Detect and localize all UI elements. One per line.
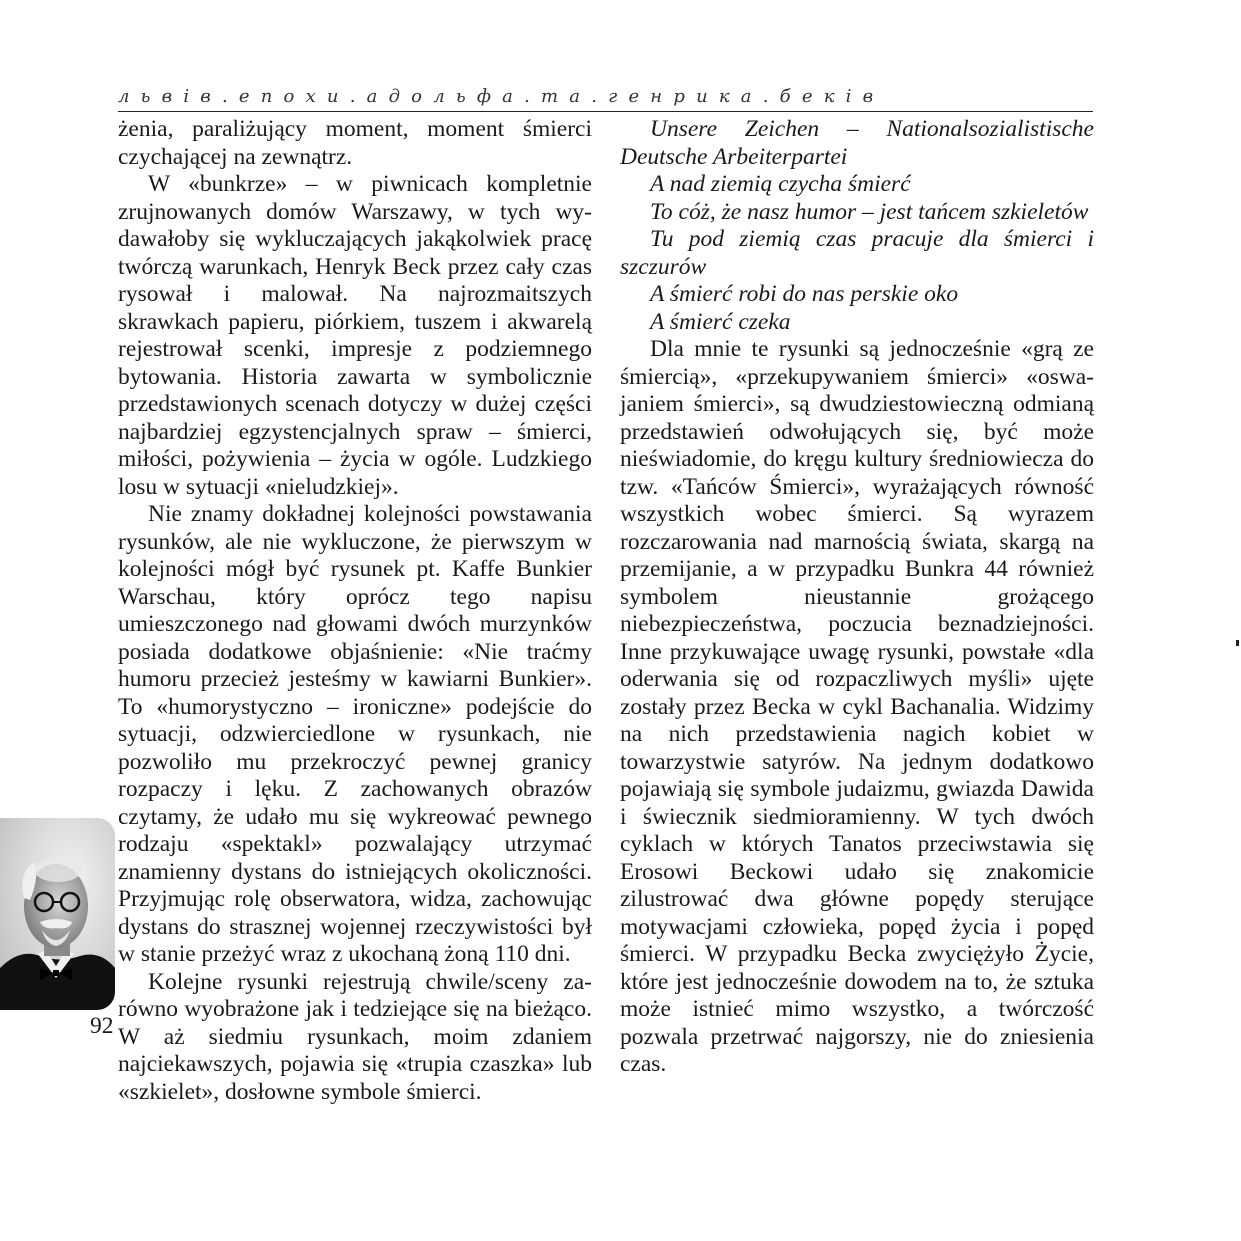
running-header: львів.епохи.адольфа.та.генрика.беків [118, 86, 885, 107]
header-rule [118, 111, 1093, 112]
page-number: 92 [90, 1013, 114, 1039]
poem-line: Unsere Zeichen – Nationalsozialistische Deutsche Arbeiterpartei [620, 116, 1094, 170]
poem-line: A śmierć czeka [650, 308, 791, 335]
right-column [620, 116, 1094, 1079]
portrait-photo [0, 818, 115, 1010]
paragraph: żenia, paraliżujący moment, moment śmierci czychającej na zewnątrz. [118, 116, 592, 170]
paragraph: Kolejne rysunki rejestrują chwile/sceny zarówno wyobrażone jak i tedziejące się na bieżąco. W aż siedmiu rysunkach, moim zdaniem najciekawszych, pojawia się «trupia czaszka» lub «szkielet», dosłowne symbole śmierci. [118, 968, 592, 1105]
poem-line: To cóż, że nasz humor – jest tańcem szkieletów [650, 198, 1089, 225]
paragraph: W «bunkrze» – w piwnicach kompletnie zrujnowanych domów Warszawy, w tych wydawałoby się wykluczających jakąkolwiek pracę twórczą warunkach, Henryk Beck przez cały czas rysował i malował. Na najrozmaitszych skrawkach papieru, piórkiem, tuszem i akwarelą rejestrował scenki, impresje z podziemnego bytowania. Historia zawarta w symbolicznie przedstawionych scenach dotyczy w dużej części najbardziej egzystencjalnych spraw – śmierci, miłości, pożywienia – życia w ogóle. Ludzkiego losu w sytuacji «nieludzkiej». [118, 171, 592, 500]
poem-quote [620, 116, 1094, 336]
poem-line: Tu pod ziemią czas pracuje dla śmierci i szczurów [620, 226, 1094, 280]
margin-mark [1236, 640, 1239, 646]
paragraph: Dla mnie te rysunki są jednocześnie «grą ze śmiercią», «przekupywaniem śmierci» «oswajaniem śmierci», są dwudziestowieczną odmianą przedstawień odwołujących się, być może nieświadomie, do kręgu kultury średniowiecza do tzw. «Tańców Śmierci», wyrażających równość wszystkich wobec śmierci. Są wyrazem rozczarowania nad marnością świata, skargą na przemijanie, a w przypadku Bunkra 44 również symbolem nieustannie grożącego niebezpieczeństwa, poczucia beznadziejności. Inne przykuwające uwagę rysunki, powstałe «dla oderwania się od rozpaczliwych myśli» ujęte zostały przez Becka w cykl Bachanalia. Widzimy na nich przedstawienia nagich kobiet w towarzystwie satyrów. Na jednym dodatkowo pojawiają się symbole judaizmu, gwiazda Dawida i świecznik siedmioramienny. W tych dwóch cyklach w których Tanatos przeciwstawia się Erosowi Beckowi udało się znakomicie zilustrować dwa główne popędy sterujące motywacjami człowieka, popęd życia i popęd śmierci. W przypadku Becka zwyciężyło Życie, które jest jednocześnie dowodem na to, że sztuka może istnieć mimo wszystko, a twórczość pozwala przetrwać najgorszy, nie do zniesienia czas. [620, 336, 1094, 1077]
paragraph: Nie znamy dokładnej kolejności powstawania rysunków, ale nie wykluczone, że pierwszym w kolejności mógł być rysunek pt. Kaffe Bunkier Warschau, który oprócz tego napisu umieszczonego nad głowami dwóch murzynków posiada dodatkowe objaśnienie: «Nie traćmy humoru przecież jesteśmy w kawiarni Bunkier». To «humorystyczno – ironiczne» podejście do sytuacji, odzwierciedlone w rysunkach, nie pozwoliło mu przekroczyć pewnej granicy rozpaczy i lęku. Z zachowanych obrazów czytamy, że udało mu się wykreować pewnego rodzaju «spektakl» pozwalający utrzymać znamienny dystans do istniejących okoliczności. Przyjmując rolę obserwatora, widza, zachowując dystans do strasznej wojennej rzeczywistości był w stanie przeżyć wraz z ukochaną żoną 110 dni. [118, 501, 592, 967]
poem-line: A śmierć robi do nas perskie oko [650, 281, 959, 307]
poem-line: A nad ziemią czycha śmierć [650, 171, 911, 197]
left-column [118, 116, 592, 1106]
